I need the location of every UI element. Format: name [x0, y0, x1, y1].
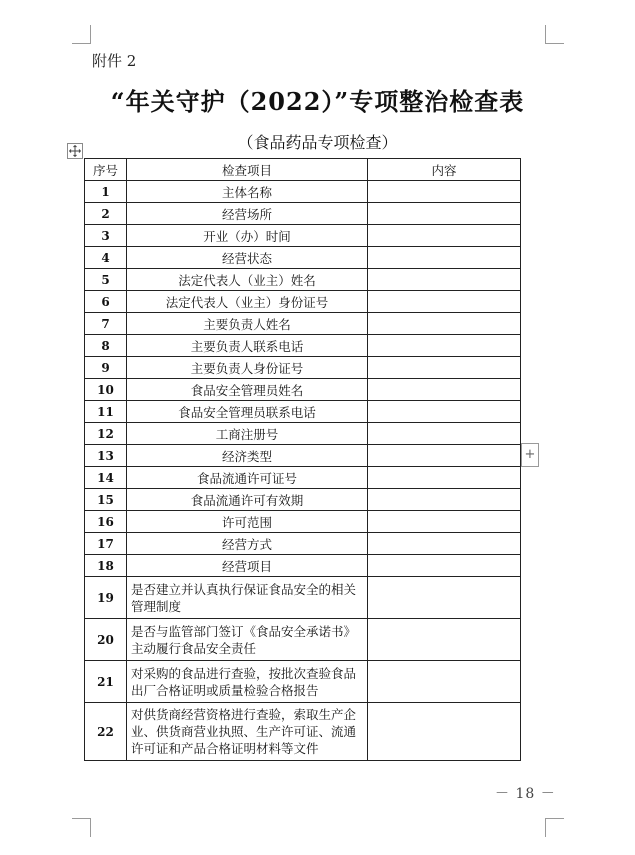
row-item: 主要负责人姓名 [127, 313, 368, 335]
row-number: 17 [85, 533, 127, 555]
row-item: 经济类型 [127, 445, 368, 467]
row-item: 主要负责人联系电话 [127, 335, 368, 357]
row-number: 7 [85, 313, 127, 335]
row-content-cell[interactable] [368, 703, 521, 761]
row-item: 开业（办）时间 [127, 225, 368, 247]
document-title: “年关守护（2022）”专项整治检查表 [110, 87, 525, 116]
row-number: 8 [85, 335, 127, 357]
row-number: 10 [85, 379, 127, 401]
row-number: 18 [85, 555, 127, 577]
table-row [85, 225, 521, 247]
add-column-handle[interactable] [521, 443, 539, 467]
table-row [85, 357, 521, 379]
row-number: 12 [85, 423, 127, 445]
row-item: 是否与监管部门签订《食品安全承诺书》主动履行食品安全责任 [127, 619, 368, 661]
row-content-cell[interactable] [368, 335, 521, 357]
row-number: 11 [85, 401, 127, 423]
row-item: 食品安全管理员联系电话 [127, 401, 368, 423]
row-number: 5 [85, 269, 127, 291]
table-row [85, 401, 521, 423]
row-item: 食品安全管理员姓名 [127, 379, 368, 401]
row-item: 经营项目 [127, 555, 368, 577]
row-number: 1 [85, 181, 127, 203]
move-cross-icon [69, 145, 81, 157]
row-number: 16 [85, 511, 127, 533]
row-content-cell[interactable] [368, 619, 521, 661]
table-row [85, 445, 521, 467]
row-content-cell[interactable] [368, 533, 521, 555]
page-number: － 18 － [495, 786, 556, 802]
row-item: 工商注册号 [127, 423, 368, 445]
row-item: 法定代表人（业主）身份证号 [127, 291, 368, 313]
row-content-cell[interactable] [368, 401, 521, 423]
table-row [85, 703, 521, 761]
row-number: 19 [85, 577, 127, 619]
table-row [85, 577, 521, 619]
table-row [85, 335, 521, 357]
row-item: 食品流通许可有效期 [127, 489, 368, 511]
row-number: 14 [85, 467, 127, 489]
row-number: 15 [85, 489, 127, 511]
table-row [85, 619, 521, 661]
row-item: 法定代表人（业主）姓名 [127, 269, 368, 291]
table-row [85, 181, 521, 203]
crop-mark-top-left [72, 25, 91, 44]
table-header-row [85, 159, 521, 181]
document-subtitle: （食品药品专项检查） [237, 133, 398, 152]
row-number: 13 [85, 445, 127, 467]
header-content: 内容 [368, 159, 521, 181]
crop-mark-top-right [545, 25, 564, 44]
row-item: 经营方式 [127, 533, 368, 555]
table-row [85, 203, 521, 225]
row-content-cell[interactable] [368, 467, 521, 489]
table-row [85, 313, 521, 335]
crop-mark-bottom-left [72, 818, 91, 837]
header-serial-number: 序号 [85, 159, 127, 181]
row-content-cell[interactable] [368, 445, 521, 467]
row-item: 主体名称 [127, 181, 368, 203]
row-number: 22 [85, 703, 127, 761]
row-number: 20 [85, 619, 127, 661]
row-number: 4 [85, 247, 127, 269]
header-inspection-item: 检查项目 [127, 159, 368, 181]
row-content-cell[interactable] [368, 511, 521, 533]
plus-icon: + [524, 447, 536, 462]
table-row [85, 661, 521, 703]
row-content-cell[interactable] [368, 291, 521, 313]
row-content-cell[interactable] [368, 555, 521, 577]
row-content-cell[interactable] [368, 489, 521, 511]
table-move-handle[interactable] [67, 143, 83, 159]
row-content-cell[interactable] [368, 423, 521, 445]
table-row [85, 533, 521, 555]
row-content-cell[interactable] [368, 379, 521, 401]
row-content-cell[interactable] [368, 247, 521, 269]
row-item: 对采购的食品进行查验，按批次查验食品出厂合格证明或质量检验合格报告 [127, 661, 368, 703]
row-content-cell[interactable] [368, 661, 521, 703]
row-content-cell[interactable] [368, 313, 521, 335]
table-row [85, 467, 521, 489]
row-content-cell[interactable] [368, 269, 521, 291]
attachment-label: 附件 2 [92, 52, 137, 70]
row-item: 食品流通许可证号 [127, 467, 368, 489]
row-number: 21 [85, 661, 127, 703]
row-number: 6 [85, 291, 127, 313]
row-content-cell[interactable] [368, 181, 521, 203]
table-row [85, 379, 521, 401]
crop-mark-bottom-right [545, 818, 564, 837]
row-item: 对供货商经营资格进行查验，索取生产企业、供货商营业执照、生产许可证、流通许可证和产品合格证明材料等文件 [127, 703, 368, 761]
table-row [85, 423, 521, 445]
table-row [85, 269, 521, 291]
row-item: 经营场所 [127, 203, 368, 225]
row-number: 2 [85, 203, 127, 225]
row-item: 主要负责人身份证号 [127, 357, 368, 379]
row-number: 9 [85, 357, 127, 379]
inspection-table [84, 158, 521, 761]
table-row [85, 511, 521, 533]
table-row [85, 489, 521, 511]
row-content-cell[interactable] [368, 357, 521, 379]
row-content-cell[interactable] [368, 203, 521, 225]
row-item: 许可范围 [127, 511, 368, 533]
row-item: 经营状态 [127, 247, 368, 269]
table-row [85, 291, 521, 313]
row-content-cell[interactable] [368, 225, 521, 247]
row-content-cell[interactable] [368, 577, 521, 619]
table-row [85, 247, 521, 269]
table-row [85, 555, 521, 577]
row-item: 是否建立并认真执行保证食品安全的相关管理制度 [127, 577, 368, 619]
row-number: 3 [85, 225, 127, 247]
